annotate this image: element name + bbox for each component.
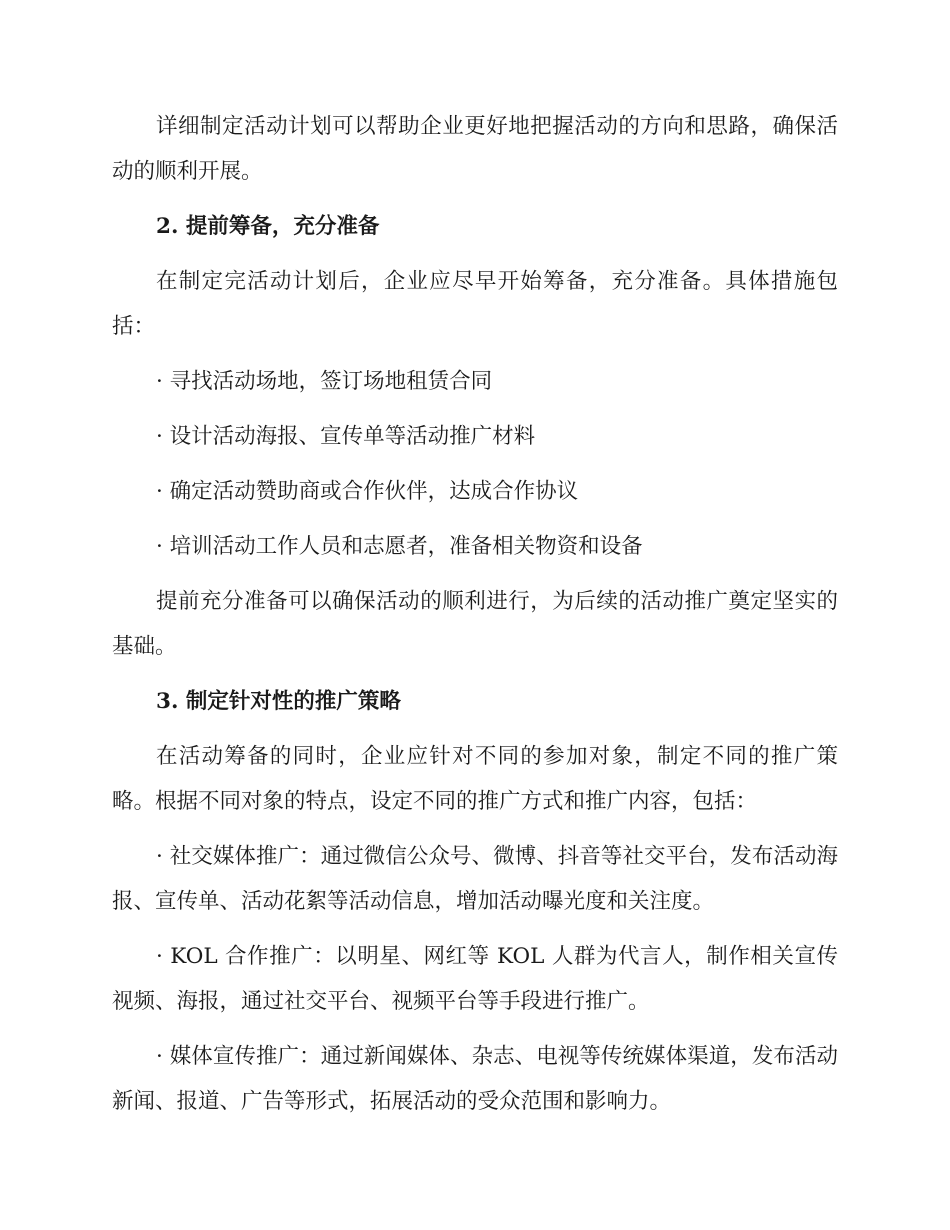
list-item: · 设计活动海报、宣传单等活动推广材料 [156, 424, 536, 449]
document-page [112, 104, 838, 1134]
paragraph-strategy-intro: 在活动筹备的同时，企业应针对不同的参加对象，制定不同的推广策略。根据不同对象的特点，设定不同的推广方式和推广内容，包括： [112, 744, 838, 814]
list-item: · 媒体宣传推广：通过新闻媒体、杂志、电视等传统媒体渠道，发布活动新闻、报道、广告等形式，拓展活动的受众范围和影响力。 [112, 1044, 838, 1114]
paragraph-preparation-summary: 提前充分准备可以确保活动的顺利进行，为后续的活动推广奠定坚实的基础。 [112, 589, 838, 659]
list-item: · 确定活动赞助商或合作伙伴，达成合作协议 [156, 479, 579, 504]
section-heading-preparation: 2. 提前筹备，充分准备 [156, 214, 380, 239]
section-heading-strategy: 3. 制定针对性的推广策略 [156, 689, 401, 714]
list-item: · 寻找活动场地，签订场地租赁合同 [156, 369, 493, 394]
paragraph-preparation-intro: 在制定完活动计划后，企业应尽早开始筹备，充分准备。具体措施包括： [112, 269, 838, 339]
paragraph-plan-summary: 详细制定活动计划可以帮助企业更好地把握活动的方向和思路，确保活动的顺利开展。 [112, 114, 838, 184]
list-item: · 培训活动工作人员和志愿者，准备相关物资和设备 [156, 534, 643, 559]
list-item: · 社交媒体推广：通过微信公众号、微博、抖音等社交平台，发布活动海报、宣传单、活动花絮等活动信息，增加活动曝光度和关注度。 [112, 844, 838, 914]
list-item: · KOL 合作推广：以明星、网红等 KOL 人群为代言人，制作相关宣传视频、海报，通过社交平台、视频平台等手段进行推广。 [112, 944, 838, 1014]
